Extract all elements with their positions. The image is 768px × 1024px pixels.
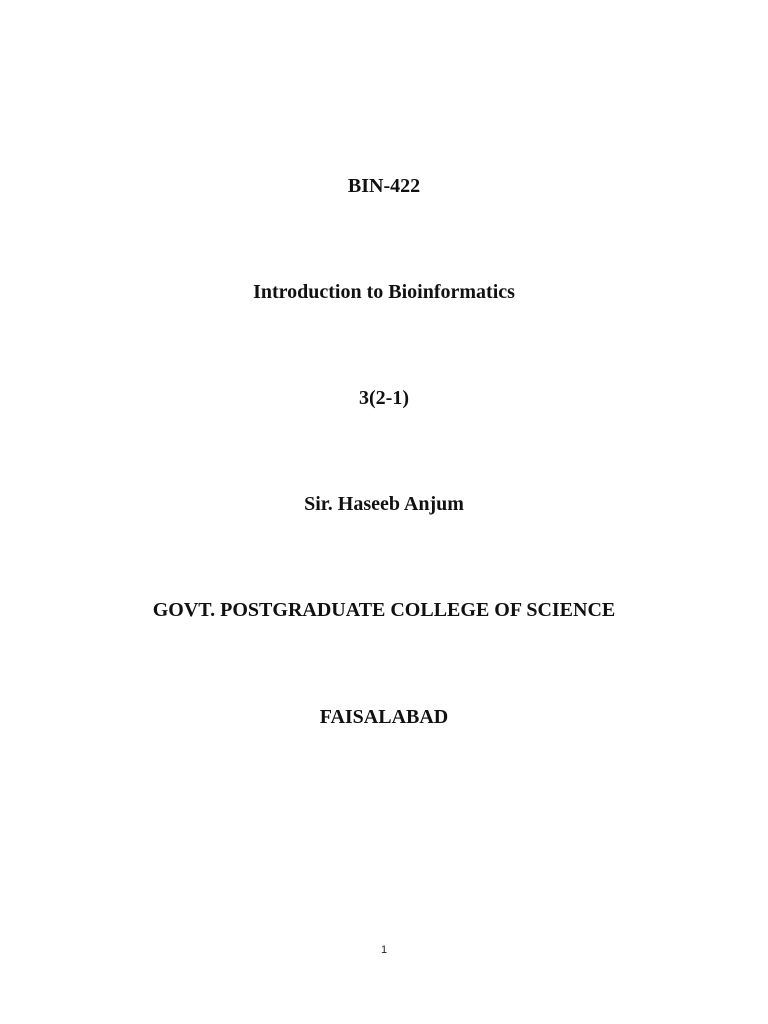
city-name: FAISALABAD [319, 706, 449, 728]
page-number: 1 [380, 944, 388, 956]
instructor-name: Sir. Haseeb Anjum [304, 493, 464, 515]
credit-hours: 3(2-1) [359, 387, 409, 409]
institution-name: GOVT. POSTGRADUATE COLLEGE OF SCIENCE [152, 599, 616, 621]
course-title: Introduction to Bioinformatics [253, 281, 515, 303]
course-code: BIN-422 [347, 175, 421, 197]
